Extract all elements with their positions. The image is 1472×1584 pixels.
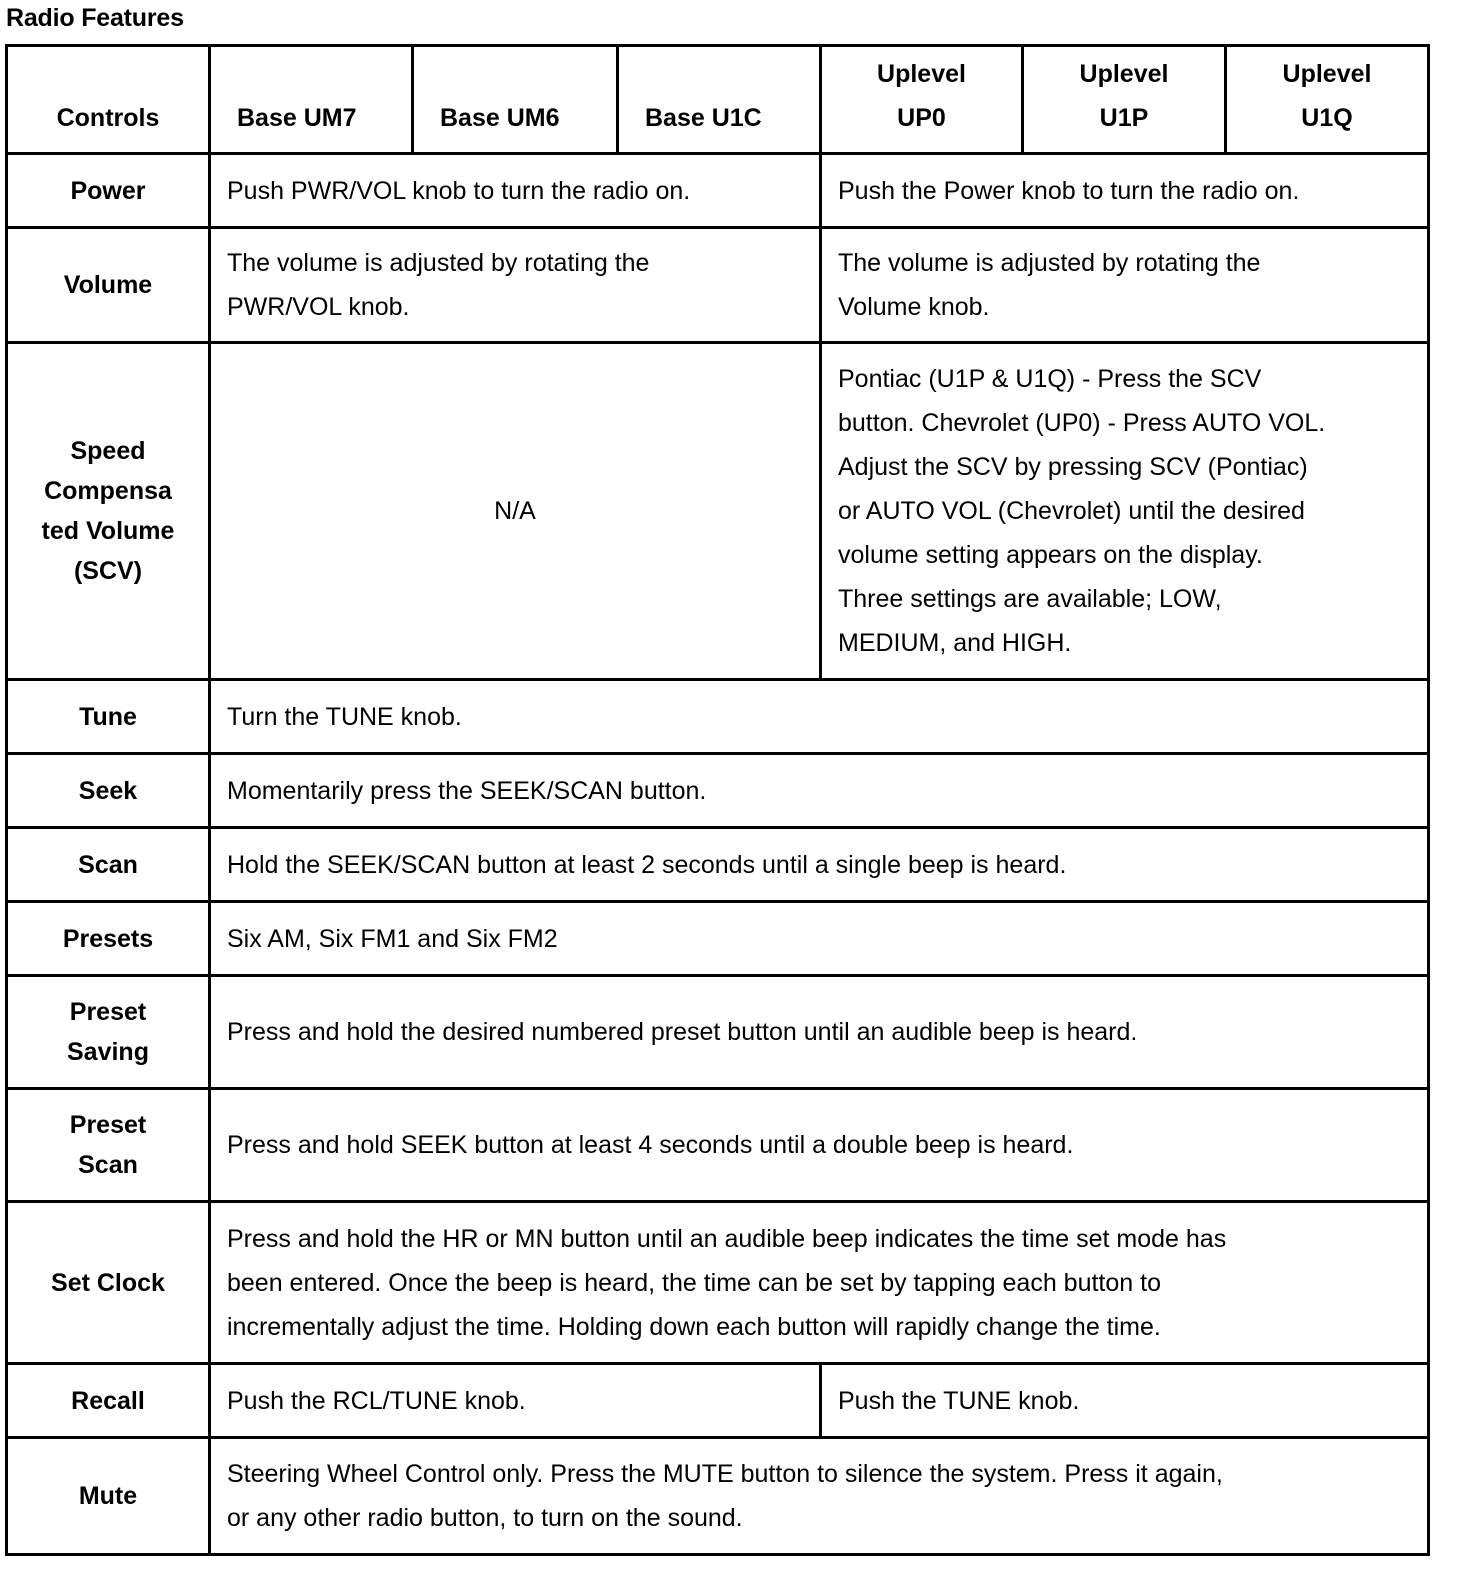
- row-presets: [7, 902, 1429, 976]
- set-clock-all-cell: Press and hold the HR or MN button until an audible beep indicates the time set mode has been entered. Once the beep is heard, the time can be set by tapping each button to incrementally adjust the time. Holding down each button will rapidly change the time.: [210, 1202, 1429, 1364]
- label-volume: Volume: [7, 228, 210, 343]
- row-volume: [7, 228, 1429, 343]
- row-preset-scan: [7, 1089, 1429, 1202]
- scv-base-cell: N/A: [210, 343, 821, 680]
- label-power: Power: [7, 154, 210, 228]
- header-u1p-line-2: U1P: [1099, 104, 1149, 132]
- recall-base-cell: Push the RCL/TUNE knob.: [210, 1364, 821, 1438]
- seek-all-cell: Momentarily press the SEEK/SCAN button.: [210, 754, 1429, 828]
- header-base-u1c: Base U1C: [618, 46, 821, 154]
- row-recall: [7, 1364, 1429, 1438]
- label-tune: Tune: [7, 680, 210, 754]
- header-base-um6: Base UM6: [413, 46, 618, 154]
- scan-all-cell: Hold the SEEK/SCAN button at least 2 seconds until a single beep is heard.: [210, 828, 1429, 902]
- row-power: [7, 154, 1429, 228]
- label-preset-saving: Preset Saving: [7, 976, 210, 1089]
- header-base-um7: Base UM7: [210, 46, 413, 154]
- header-row: [7, 46, 1429, 154]
- header-uplevel-u1p: [1023, 46, 1226, 154]
- header-up0-line-2: UP0: [897, 104, 946, 132]
- preset-scan-all-cell: Press and hold SEEK button at least 4 seconds until a double beep is heard.: [210, 1089, 1429, 1202]
- header-u1p-line-1: Uplevel: [1079, 60, 1169, 88]
- row-preset-saving: [7, 976, 1429, 1089]
- volume-uplevel-cell: The volume is adjusted by rotating the Volume knob.: [821, 228, 1429, 343]
- scv-uplevel-cell: Pontiac (U1P & U1Q) - Press the SCV button. Chevrolet (UP0) - Press AUTO VOL. Adjust the SCV by pressing SCV (Pontiac) or AUTO VOL (Chevrolet) until the desired volume setting appears on the display. Three settings are available; LOW, MEDIUM, and HIGH.: [821, 343, 1429, 680]
- recall-uplevel-cell: Push the TUNE knob.: [821, 1364, 1429, 1438]
- row-scan: [7, 828, 1429, 902]
- mute-all-cell: Steering Wheel Control only. Press the MUTE button to silence the system. Press it again, or any other radio button, to turn on the sound.: [210, 1438, 1429, 1555]
- row-tune: [7, 680, 1429, 754]
- header-controls: Controls: [7, 46, 210, 154]
- row-mute: [7, 1438, 1429, 1555]
- label-scan: Scan: [7, 828, 210, 902]
- header-u1q-line-2: U1Q: [1301, 104, 1353, 132]
- label-preset-scan: Preset Scan: [7, 1089, 210, 1202]
- volume-base-cell: The volume is adjusted by rotating the PWR/VOL knob.: [210, 228, 821, 343]
- header-up0-line-1: Uplevel: [877, 60, 966, 88]
- preset-saving-all-cell: Press and hold the desired numbered preset button until an audible beep is heard.: [210, 976, 1429, 1089]
- radio-features-table: [5, 44, 1430, 1556]
- page-title: Radio Features: [6, 4, 184, 32]
- power-uplevel-cell: Push the Power knob to turn the radio on.: [821, 154, 1429, 228]
- tune-all-cell: Turn the TUNE knob.: [210, 680, 1429, 754]
- row-seek: [7, 754, 1429, 828]
- power-base-cell: Push PWR/VOL knob to turn the radio on.: [210, 154, 821, 228]
- header-u1q-line-1: Uplevel: [1282, 60, 1372, 88]
- label-recall: Recall: [7, 1364, 210, 1438]
- label-mute: Mute: [7, 1438, 210, 1555]
- presets-all-cell: Six AM, Six FM1 and Six FM2: [210, 902, 1429, 976]
- header-uplevel-up0: [821, 46, 1023, 154]
- row-set-clock: [7, 1202, 1429, 1364]
- label-seek: Seek: [7, 754, 210, 828]
- row-scv: [7, 343, 1429, 680]
- label-scv: Speed Compensa ted Volume (SCV): [7, 343, 210, 680]
- label-set-clock: Set Clock: [7, 1202, 210, 1364]
- label-presets: Presets: [7, 902, 210, 976]
- header-uplevel-u1q: [1226, 46, 1429, 154]
